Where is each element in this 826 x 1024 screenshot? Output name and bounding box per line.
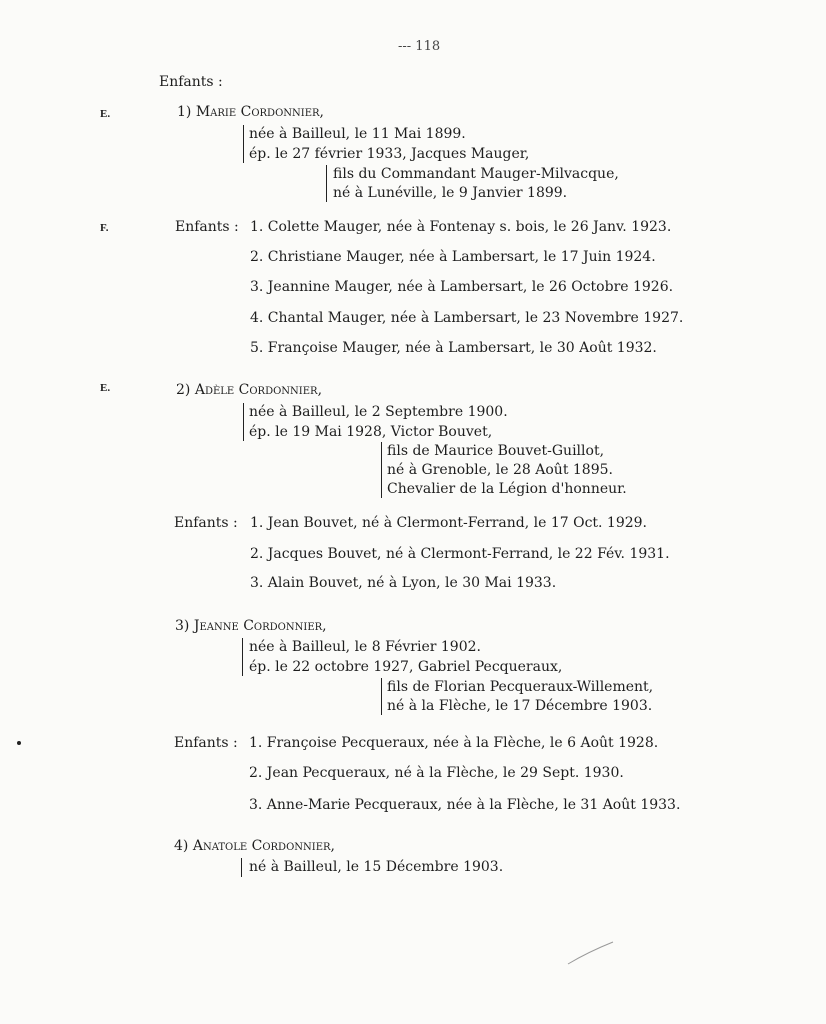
spouse-birth-line: né à la Flèche, le 17 Décembre 1903. (387, 698, 653, 714)
bracket-line (243, 403, 244, 441)
child-item: 1. Colette Mauger, née à Fontenay s. bois, le 26 Janv. 1923. (250, 219, 672, 235)
spouse-parent-line: fils de Maurice Bouvet-Guillot, (387, 443, 605, 459)
person-name: Marie Cordonnier, (195, 104, 324, 120)
children-label: Enfants : (175, 219, 239, 235)
person-name: Jeanne Cordonnier, (193, 618, 327, 634)
marriage-line: ép. le 27 février 1933, Jacques Mauger, (249, 146, 530, 162)
bracket-line (381, 678, 382, 715)
child-item: 2. Christiane Mauger, née à Lambersart, le 17 Juin 1924. (250, 249, 656, 265)
entry-title (176, 382, 322, 399)
ink-spot (17, 741, 21, 745)
bracket-line (326, 165, 327, 202)
birth-line: né à Bailleul, le 15 Décembre 1903. (249, 859, 504, 875)
margin-mark-e: E. (100, 108, 111, 120)
spouse-parent-line: fils de Florian Pecqueraux-Willement, (387, 679, 654, 695)
child-item: 3. Anne-Marie Pecqueraux, née à la Flèche, le 31 Août 1933. (249, 797, 681, 813)
entry-number: 3) (175, 618, 190, 634)
entry-title (175, 618, 327, 635)
bracket-line (242, 638, 243, 676)
children-label: Enfants : (174, 735, 238, 751)
child-item: 3. Jeannine Mauger, née à Lambersart, le 26 Octobre 1926. (250, 279, 674, 295)
birth-line: née à Bailleul, le 2 Septembre 1900. (249, 404, 508, 420)
child-item: 2. Jacques Bouvet, né à Clermont-Ferrand, le 22 Fév. 1931. (250, 546, 670, 562)
child-item: 4. Chantal Mauger, née à Lambersart, le 23 Novembre 1927. (250, 310, 684, 326)
margin-mark-f: F. (100, 222, 109, 234)
spouse-birth-line: né à Lunéville, le 9 Janvier 1899. (333, 185, 568, 201)
entry-title (177, 104, 324, 121)
entry-title (174, 838, 335, 855)
entry-number: 2) (176, 382, 191, 398)
child-item: 2. Jean Pecqueraux, né à la Flèche, le 29 Sept. 1930. (249, 765, 624, 781)
spouse-honour-line: Chevalier de la Légion d'honneur. (387, 481, 627, 497)
entry-number: 4) (174, 838, 189, 854)
child-item: 1. Françoise Pecqueraux, née à la Flèche, le 6 Août 1928. (249, 735, 659, 751)
child-item: 3. Alain Bouvet, né à Lyon, le 30 Mai 1933. (250, 575, 557, 591)
person-name: Anatole Cordonnier, (192, 838, 336, 854)
children-label: Enfants : (174, 515, 238, 531)
birth-line: née à Bailleul, le 8 Février 1902. (249, 639, 481, 655)
margin-mark-e: E. (100, 382, 111, 394)
birth-line: née à Bailleul, le 11 Mai 1899. (249, 126, 466, 142)
section-heading: Enfants : (159, 74, 223, 90)
child-item: 1. Jean Bouvet, né à Clermont-Ferrand, le 17 Oct. 1929. (250, 515, 648, 531)
page-number: --- 118 (398, 39, 441, 54)
marriage-line: ép. le 19 Mai 1928, Victor Bouvet, (249, 424, 493, 440)
pencil-mark (566, 940, 616, 966)
bracket-line (381, 442, 382, 498)
child-item: 5. Françoise Mauger, née à Lambersart, le 30 Août 1932. (250, 340, 657, 356)
marriage-line: ép. le 22 octobre 1927, Gabriel Pecqueraux, (249, 659, 563, 675)
entry-number: 1) (177, 104, 192, 120)
person-name: Adèle Cordonnier, (194, 382, 323, 398)
spouse-parent-line: fils du Commandant Mauger-Milvacque, (333, 166, 619, 182)
spouse-birth-line: né à Grenoble, le 28 Août 1895. (387, 462, 613, 478)
bracket-line (241, 858, 242, 877)
bracket-line (243, 125, 244, 163)
